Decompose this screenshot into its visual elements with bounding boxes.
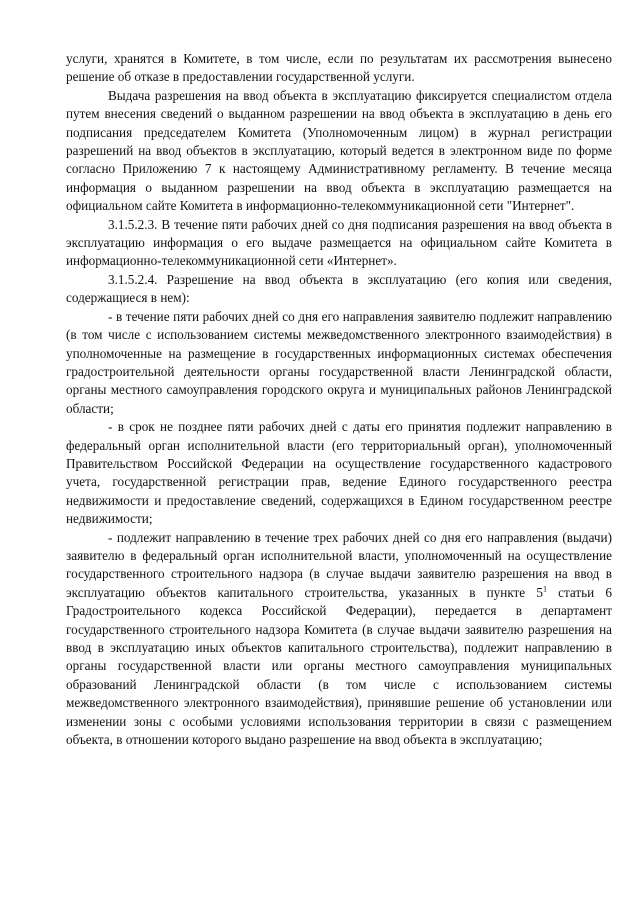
text-after-superscript: статьи 6 Градостроительного кодекса Российской Федерации), передается в департамент государственного строительного надзора Комитета (в случае выдачи заявителю разрешения на ввод в эксплуатацию иных объектов капитального строительства), подлежит направлению в органы государственной власти или органы местного самоуправления муниципальных образований Ленинградской области (в том числе с использованием системы межведомственного электронного взаимодействия), принявшие решение об установлении или изменении зоны с особыми условиями использования территории в связи с размещением объекта, в отношении которого выдано разрешение на ввод объекта в эксплуатацию; [66, 584, 612, 748]
paragraph-registration: Выдача разрешения на ввод объекта в эксплуатацию фиксируется специалистом отдела путем внесения сведений о выданном разрешении на ввод объекта в эксплуатацию в день его подписания председателем Комитета (Уполномоченным лицом) в журнал регистрации разрешений на ввод объектов в эксплуатацию, который ведется в электронном виде по форме согласно Приложению 7 к настоящему Административному регламенту. В течение месяца информация о выданном разрешении на ввод объекта в эксплуатацию размещается на официальном сайте Комитета в информационно-телекоммуникационной сети "Интернет". [66, 87, 612, 214]
list-item-regional-authorities: - в течение пяти рабочих дней со дня его направления заявителю подлежит направлению (в том числе с использованием системы межведомственного электронного взаимодействия) в уполномоченные на размещение в государственных информационных системах обеспечения градостроительной деятельности органы государственной власти Ленинградской области, органы местного самоуправления городского округа и муниципальных районов Ленинградской области; [66, 308, 612, 416]
superscript-marker: 1 [542, 584, 547, 594]
list-item-construction-supervision [66, 529, 612, 750]
paragraph-continuation: услуги, хранятся в Комитете, в том числе, если по результатам их рассмотрения вынесено решение об отказе в предоставлении государственной услуги. [66, 51, 612, 85]
text-before-superscript: - подлежит направлению в течение трех рабочих дней со дня его направления (выдачи) заявителю в федеральный орган исполнительной власти, уполномоченный на осуществление государственного строительного надзора (в случае выдачи заявителю разрешения на ввод в эксплуатацию объектов капитального строительства, указанных в пункте 5 [66, 529, 612, 600]
paragraph-3-1-5-2-4: 3.1.5.2.4. Разрешение на ввод объекта в эксплуатацию (его копия или сведения, содержащиеся в нем): [66, 271, 612, 306]
list-item-federal-registry: - в срок не позднее пяти рабочих дней с даты его принятия подлежит направлению в федеральный орган исполнительной власти (его территориальный орган), уполномоченный Правительством Российской Федерации на осуществление государственного кадастрового учета, государственной регистрации прав, ведение Единого государственного реестра недвижимости и предоставление сведений, содержащихся в Едином государственном реестре недвижимости; [66, 419, 612, 527]
paragraph-3-1-5-2-3: 3.1.5.2.3. В течение пяти рабочих дней со дня подписания разрешения на ввод объекта в эксплуатацию информация о его выдаче размещается на официальном сайте Комитета в информационно-телекоммуникационной сети «Интернет». [66, 216, 612, 269]
